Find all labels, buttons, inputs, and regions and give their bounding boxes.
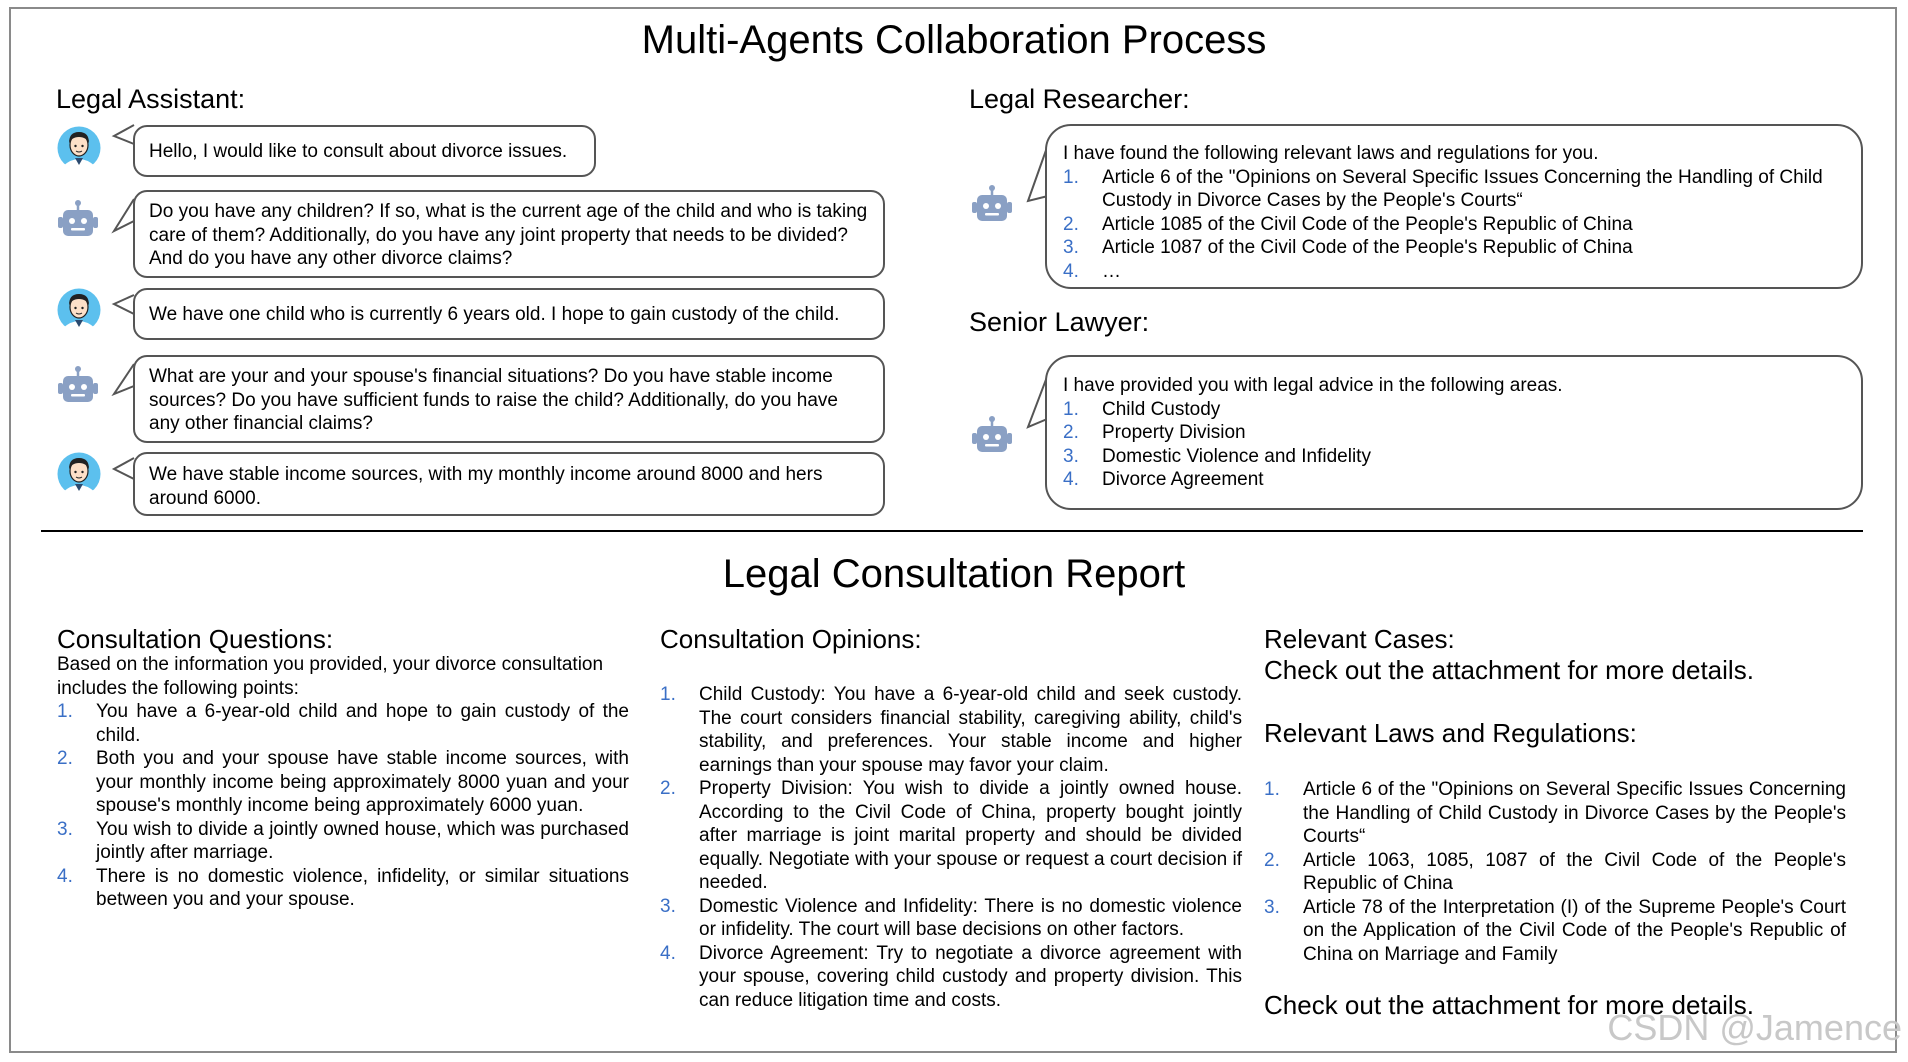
relevant-laws-heading: Relevant Laws and Regulations: <box>1264 718 1637 748</box>
consultation-questions-list <box>57 700 629 912</box>
list-item: 4. Divorce Agreement <box>1063 469 1264 490</box>
robot-icon <box>55 364 101 410</box>
list-item: 3. Article 1087 of the Civil Code of the People's Republic of China <box>1063 237 1633 258</box>
list-item: 4. There is no domestic violence, infidelity, or similar situations between you and your spouse. <box>57 865 629 910</box>
list-item: 1. Child Custody <box>1063 398 1221 420</box>
consultation-opinions-heading: Consultation Opinions: <box>660 624 922 654</box>
relevant-laws-list <box>1264 778 1846 966</box>
figure-title: Multi-Agents Collaboration Process <box>641 18 1267 62</box>
consultation-questions-intro: Based on the information you provided, your divorce consultation includes the following points: <box>57 654 604 699</box>
chat-bubble-user <box>133 452 885 516</box>
chat-bubble-user <box>133 288 885 340</box>
lawyer-intro: I have provided you with legal advice in the following areas. <box>1063 375 1563 396</box>
user-avatar-icon <box>56 451 102 497</box>
list-item: 1. You have a 6-year-old child and hope to gain custody of the child. <box>57 701 629 746</box>
chat-bubble-agent <box>133 190 885 278</box>
list-item: 2. Property Division <box>1063 422 1246 443</box>
user-avatar-icon <box>56 125 102 171</box>
list-item: 1. Article 6 of the "Opinions on Several Specific Issues Concerning the Handling of Child Custody in Divorce Cases by the People's Courts“ <box>1264 779 1846 847</box>
consultation-questions-heading: Consultation Questions: <box>57 624 334 654</box>
robot-icon <box>969 414 1015 460</box>
chat-text: We have one child who is currently 6 years old. I hope to gain custody of the child. <box>149 304 840 325</box>
relevant-laws-footer: Check out the attachment for more details. <box>1264 990 1754 1020</box>
list-item: 2. Article 1063, 1085, 1087 of the Civil Code of the People's Republic of China <box>1264 849 1846 894</box>
lawyer-bubble <box>1045 355 1863 510</box>
chat-text: Hello, I would like to consult about divorce issues. <box>149 141 568 162</box>
chat-bubble-agent <box>133 355 885 443</box>
list-item: 2. Both you and your spouse have stable income sources, with your monthly income being approximately 8000 yuan and your spouse's monthly income being approximately 6000 yuan. <box>57 748 629 816</box>
lawyer-advice-list <box>1063 398 1831 492</box>
researcher-intro: I have found the following relevant laws and regulations for you. <box>1063 143 1599 164</box>
chat-text: Do you have any children? If so, what is the current age of the child and who is taking care of them? Additionally, do you have any joint property that needs to be divided? And do you have any other divorce claims? <box>149 201 868 269</box>
list-item: 2. Article 1085 of the Civil Code of the People's Republic of China <box>1063 213 1633 235</box>
researcher-law-list <box>1063 166 1831 284</box>
list-item: 4. Divorce Agreement: Try to negotiate a divorce agreement with your spouse, covering child custody and property division. This can reduce litigation time and costs. <box>660 942 1242 1011</box>
list-item: 3. You wish to divide a jointly owned house, which was purchased jointly after marriage. <box>57 818 629 863</box>
list-item: 1. Article 6 of the "Opinions on Several Specific Issues Concerning the Handling of Child Custody in Divorce Cases by the People's Courts“ <box>1063 166 1823 211</box>
consultation-opinions-list <box>660 683 1242 1012</box>
list-item: 1. Child Custody: You have a 6-year-old child and seek custody. The court considers financial stability, caregiving ability, child's stability, and preferences. Your stable income and higher earnings than your spouse may favor your claim. <box>660 684 1242 776</box>
researcher-bubble <box>1045 124 1863 289</box>
list-item: 3. Article 78 of the Interpretation (I) of the Supreme People's Court on the Application of the Civil Code of the People's Republic of China on Marriage and Family <box>1264 896 1846 965</box>
robot-icon <box>55 198 101 244</box>
chat-text: What are your and your spouse's financial situations? Do you have stable income sources? Do you have sufficient funds to raise the child? Additionally, do you have any other financial claims? <box>149 366 839 434</box>
list-item: 4. … <box>1063 260 1121 282</box>
report-title: Legal Consultation Report <box>722 552 1186 596</box>
chat-bubble-user <box>133 125 596 177</box>
relevant-cases-heading: Relevant Cases: <box>1264 624 1455 654</box>
user-avatar-icon <box>56 287 102 333</box>
legal-assistant-heading: Legal Assistant: <box>56 84 246 114</box>
chat-text: We have stable income sources, with my monthly income around 8000 and hers around 6000. <box>149 464 823 509</box>
watermark: CSDN @Jamence <box>1607 1007 1902 1048</box>
consultation-questions-body <box>57 653 629 912</box>
list-item: 2. Property Division: You wish to divide a jointly owned house. According to the Civil Code of China, property bought jointly after marriage is joint marital property and should be divided equally. Negotiate with your spouse or request a court decision if needed. <box>660 778 1242 893</box>
relevant-cases-text: Check out the attachment for more details. <box>1264 655 1754 685</box>
senior-lawyer-heading: Senior Lawyer: <box>969 307 1150 337</box>
robot-icon <box>969 183 1015 229</box>
list-item: 3. Domestic Violence and Infidelity <box>1063 445 1371 467</box>
section-divider <box>41 530 1863 532</box>
list-item: 3. Domestic Violence and Infidelity: There is no domestic violence or infidelity. The court will base decisions on other factors. <box>660 895 1242 940</box>
legal-researcher-heading: Legal Researcher: <box>969 84 1190 114</box>
